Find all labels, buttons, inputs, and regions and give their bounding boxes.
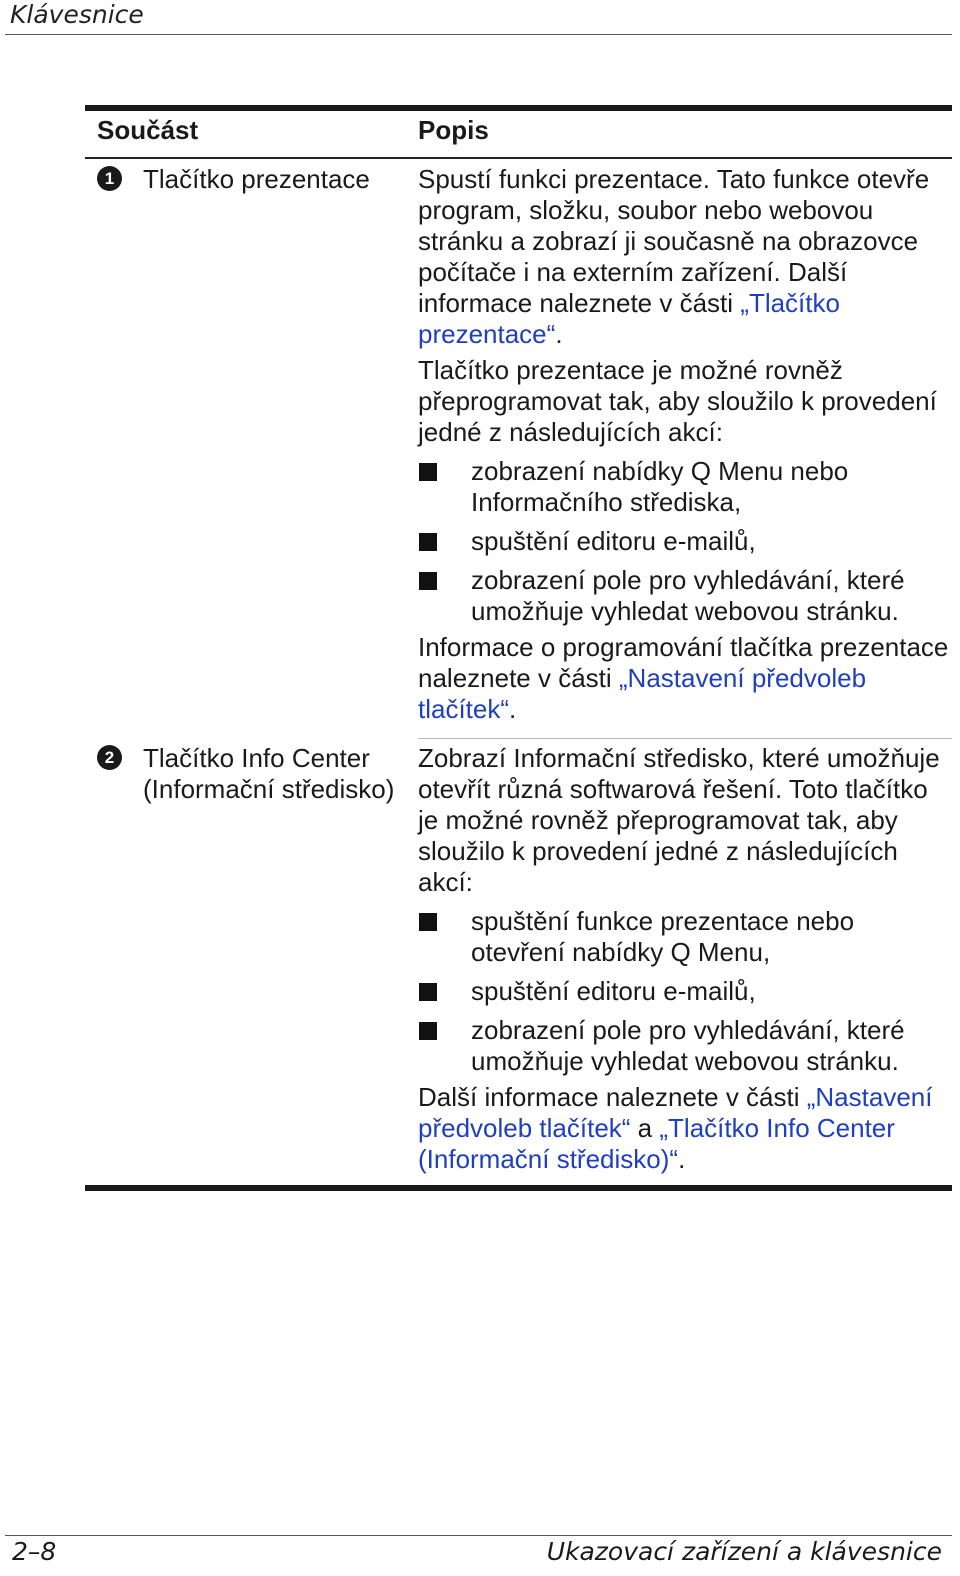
page-number: 2–8 [12, 1537, 57, 1566]
cross-reference-link[interactable]: „Nastavení předvoleb tlačítek“ [418, 663, 867, 724]
list-item-text: zobrazení nabídky Q Menu nebo Informačního střediska, [471, 456, 849, 517]
table-top-rule [85, 105, 952, 111]
row-divider [418, 738, 952, 739]
description-paragraph: Tlačítko prezentace je možné rovněž přeprogramovat tak, aby sloužilo k provedení jedné z následujících akcí: [418, 355, 937, 447]
paragraph-end: . [555, 319, 563, 349]
table-bottom-rule [85, 1185, 952, 1191]
description-cell [418, 164, 953, 725]
description-paragraph [418, 1082, 953, 1175]
square-bullet-icon [419, 463, 437, 481]
column-header-description: Popis [418, 115, 489, 145]
square-bullet-icon [419, 572, 437, 590]
paragraph-text: Informace o programování tlačítka prezentace naleznete v části [418, 632, 949, 693]
part-name: Tlačítko Info Center (Informační středisko) [143, 743, 395, 804]
description-paragraph: Zobrazí Informační středisko, které umožňuje otevřít různá softwarová řešení. Toto tlačítko je možné rovněž přeprogramovat tak, aby sloužilo k provedení jedné z následujících akcí: [418, 743, 940, 897]
square-bullet-icon [419, 913, 437, 931]
column-header-part: Součást [97, 115, 199, 145]
row-number-badge: 2 [97, 745, 122, 770]
list-item-text: spuštění funkce prezentace nebo otevření nabídky Q Menu, [471, 906, 855, 967]
description-cell [418, 743, 953, 1175]
list-item [418, 456, 953, 518]
chapter-title: Ukazovací zařízení a klávesnice [546, 1537, 942, 1566]
action-list [418, 906, 953, 1077]
square-bullet-icon [419, 1022, 437, 1040]
paragraph-end: . [509, 694, 517, 724]
list-item [418, 565, 953, 627]
list-item-text: spuštění editoru e-mailů, [471, 526, 756, 556]
list-item [418, 1015, 953, 1077]
row-number-badge: 1 [97, 166, 122, 191]
list-item [418, 526, 953, 557]
footer-rule [5, 1535, 952, 1536]
running-header: Klávesnice [10, 0, 144, 29]
list-item-text: spuštění editoru e-mailů, [471, 976, 756, 1006]
list-item-text: zobrazení pole pro vyhledávání, které umožňuje vyhledat webovou stránku. [471, 565, 905, 626]
part-name: Tlačítko prezentace [143, 164, 370, 194]
header-rule [5, 34, 952, 35]
list-item-text: zobrazení pole pro vyhledávání, které umožňuje vyhledat webovou stránku. [471, 1015, 905, 1076]
paragraph-text: Spustí funkci prezentace. Tato funkce otevře program, složku, soubor nebo webovou stránku a zobrazí ji současně na obrazovce počítače i na externím zařízení. Další informace naleznete v části [418, 164, 930, 318]
paragraph-text: Další informace naleznete v části [418, 1082, 807, 1112]
description-paragraph [418, 164, 953, 350]
list-item [418, 976, 953, 1007]
cross-reference-link[interactable]: „Nastavení předvoleb tlačítek“ [418, 1082, 933, 1143]
paragraph-text: a [630, 1113, 660, 1143]
cross-reference-link[interactable]: „Tlačítko prezentace“ [418, 288, 840, 349]
list-item [418, 906, 953, 968]
square-bullet-icon [419, 983, 437, 1001]
description-paragraph [418, 632, 953, 725]
cross-reference-link[interactable]: „Tlačítko Info Center (Informační středisko)“ [418, 1113, 895, 1174]
square-bullet-icon [419, 533, 437, 551]
header-divider [85, 157, 952, 159]
action-list [418, 456, 953, 627]
paragraph-end: . [678, 1144, 686, 1174]
